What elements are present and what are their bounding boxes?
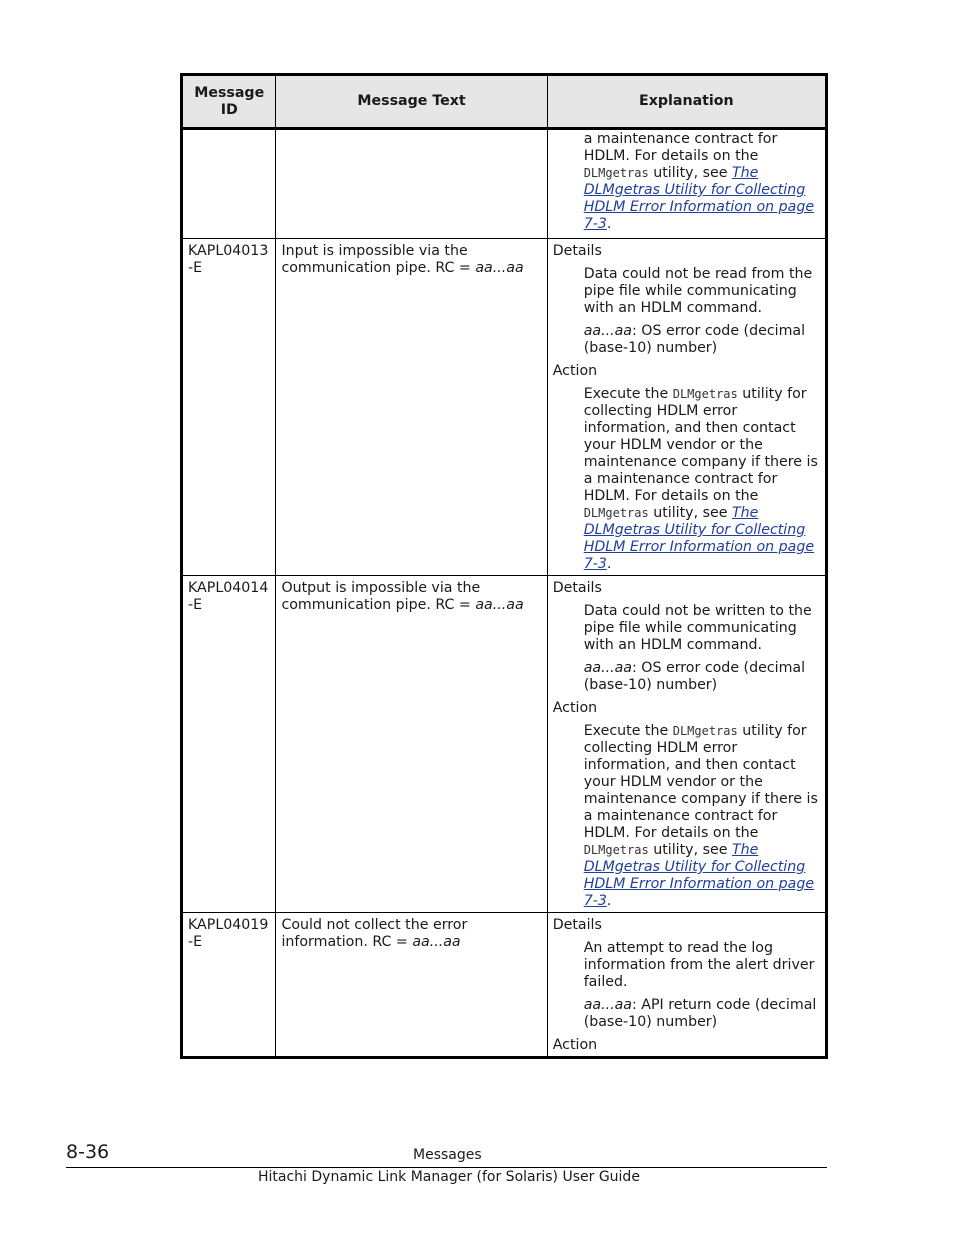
action-label: Action bbox=[552, 363, 598, 379]
message-id-cell: KAPL04013 -E bbox=[182, 239, 276, 576]
page-number: 8-36 bbox=[66, 1141, 110, 1163]
action-continuation: a maintenance contract for HDLM. For details on the DLMgetras utility, see The DLMgetras Utility for Collecting HDLM Error Information on page 7-3. bbox=[583, 131, 815, 232]
variable-description: aa...aa: OS error code (decimal (base-10) number) bbox=[583, 660, 806, 693]
utility-name: DLMgetras bbox=[583, 506, 649, 520]
utility-name: DLMgetras bbox=[672, 387, 738, 401]
footer-divider bbox=[66, 1167, 827, 1168]
xref-link[interactable]: The DLMgetras Utility for Collecting HDLM Error Information on page 7-3 bbox=[583, 165, 815, 232]
explanation-cell bbox=[547, 576, 826, 913]
details-label: Details bbox=[552, 917, 602, 933]
action-text: Execute the DLMgetras utility for collecting HDLM error information, and then contact your HDLM vendor or the maintenance company if there is a maintenance contract for HDLM. For details on the DLMgetras utility, see The DLMgetras Utility for Collecting HDLM Error Information on page 7-3. bbox=[583, 386, 818, 572]
details-text: Data could not be written to the pipe file while communicating with an HDLM command. bbox=[583, 603, 812, 653]
message-text-cell: Could not collect the error information. RC = aa...aa bbox=[276, 913, 547, 1058]
message-id-cell: KAPL04019 -E bbox=[182, 913, 276, 1058]
details-label: Details bbox=[552, 243, 602, 259]
action-label: Action bbox=[552, 1037, 598, 1053]
table-header-row bbox=[182, 75, 827, 129]
xref-link[interactable]: The DLMgetras Utility for Collecting HDLM Error Information on page 7-3 bbox=[583, 842, 815, 909]
details-text: Data could not be read from the pipe file while communicating with an HDLM command. bbox=[583, 266, 813, 316]
rc-variable: aa...aa bbox=[475, 597, 524, 613]
header-explanation: Explanation bbox=[547, 75, 826, 129]
table-row bbox=[182, 239, 827, 576]
utility-name: DLMgetras bbox=[583, 843, 649, 857]
action-label: Action bbox=[552, 700, 598, 716]
explanation-cell bbox=[547, 239, 826, 576]
table-row bbox=[182, 576, 827, 913]
table-row bbox=[182, 913, 827, 1058]
message-id-cell: KAPL04014 -E bbox=[182, 576, 276, 913]
header-message-text: Message Text bbox=[276, 75, 547, 129]
rc-variable: aa...aa bbox=[475, 260, 524, 276]
utility-name: DLMgetras bbox=[583, 166, 649, 180]
rc-variable: aa...aa bbox=[412, 934, 461, 950]
footer-section: Messages bbox=[413, 1147, 482, 1163]
table-row-continued bbox=[182, 129, 827, 239]
xref-link[interactable]: The DLMgetras Utility for Collecting HDLM Error Information on page 7-3 bbox=[583, 505, 815, 572]
variable-description: aa...aa: API return code (decimal (base-10) number) bbox=[583, 997, 817, 1030]
details-text: An attempt to read the log information from the alert driver failed. bbox=[583, 940, 815, 990]
header-message-id: Message ID bbox=[182, 75, 276, 129]
message-id-cell bbox=[182, 129, 276, 239]
variable-description: aa...aa: OS error code (decimal (base-10) number) bbox=[583, 323, 806, 356]
message-text-cell bbox=[276, 129, 547, 239]
message-text-cell: Input is impossible via the communication pipe. RC = aa...aa bbox=[276, 239, 547, 576]
message-text-cell: Output is impossible via the communication pipe. RC = aa...aa bbox=[276, 576, 547, 913]
action-text: Execute the DLMgetras utility for collecting HDLM error information, and then contact your HDLM vendor or the maintenance company if there is a maintenance contract for HDLM. For details on the DLMgetras utility, see The DLMgetras Utility for Collecting HDLM Error Information on page 7-3. bbox=[583, 723, 818, 909]
explanation-cell bbox=[547, 129, 826, 239]
utility-name: DLMgetras bbox=[672, 724, 738, 738]
footer-book-title: Hitachi Dynamic Link Manager (for Solaris) User Guide bbox=[258, 1169, 640, 1185]
details-label: Details bbox=[552, 580, 602, 596]
explanation-cell bbox=[547, 913, 826, 1058]
messages-table bbox=[180, 73, 828, 1059]
